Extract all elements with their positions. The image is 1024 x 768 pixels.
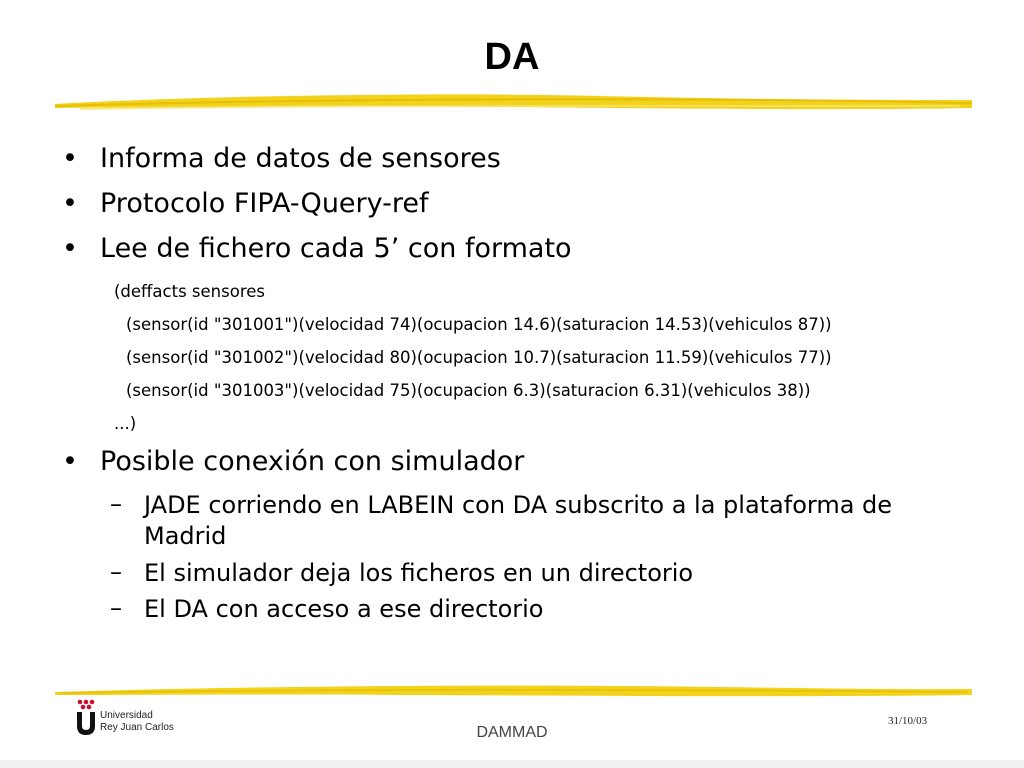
- sub-bullet-text: El DA con acceso a ese directorio: [144, 595, 544, 623]
- code-line: (sensor(id "301002")(velocidad 80)(ocupacion 10.7)(saturacion 11.59)(vehiculos 77)): [126, 348, 832, 367]
- code-line: (sensor(id "301003")(velocidad 75)(ocupacion 6.3)(saturacion 6.31)(vehiculos 38)): [126, 381, 811, 400]
- bullet-marker: •: [62, 446, 78, 477]
- sub-bullet-text: El simulador deja los ficheros en un directorio: [144, 559, 694, 587]
- logo-line-2: Rey Juan Carlos: [100, 722, 174, 733]
- bullet-marker: •: [62, 188, 78, 219]
- logo-line-1: Universidad: [100, 710, 153, 721]
- dash-marker: –: [110, 558, 122, 586]
- footer-title: DAMMAD: [476, 724, 548, 741]
- code-close: ...): [114, 414, 137, 433]
- code-open: (deffacts sensores: [114, 282, 265, 301]
- code-line: (sensor(id "301001")(velocidad 74)(ocupacion 14.6)(saturacion 14.53)(vehiculos 87)): [126, 315, 832, 334]
- bullet-text: Posible conexión con simulador: [100, 446, 525, 477]
- footer-date: 31/10/03: [888, 715, 928, 727]
- bullet-text: Informa de datos de sensores: [100, 143, 501, 174]
- bottom-edge: [0, 760, 1024, 768]
- dash-marker: –: [110, 594, 122, 622]
- bullet-marker: •: [62, 143, 78, 174]
- bullet-text: Protocolo FIPA-Query-ref: [100, 188, 429, 219]
- bullet-marker: •: [62, 233, 78, 264]
- dash-marker: –: [110, 490, 122, 518]
- bullet-text: Lee de fichero cada 5’ con formato: [100, 233, 572, 264]
- sub-bullet-text: JADE corriendo en LABEIN con DA subscrito a la plataforma de Madrid: [144, 491, 893, 550]
- slide-title: DA: [484, 36, 540, 78]
- top-brush-stroke: [0, 88, 1024, 118]
